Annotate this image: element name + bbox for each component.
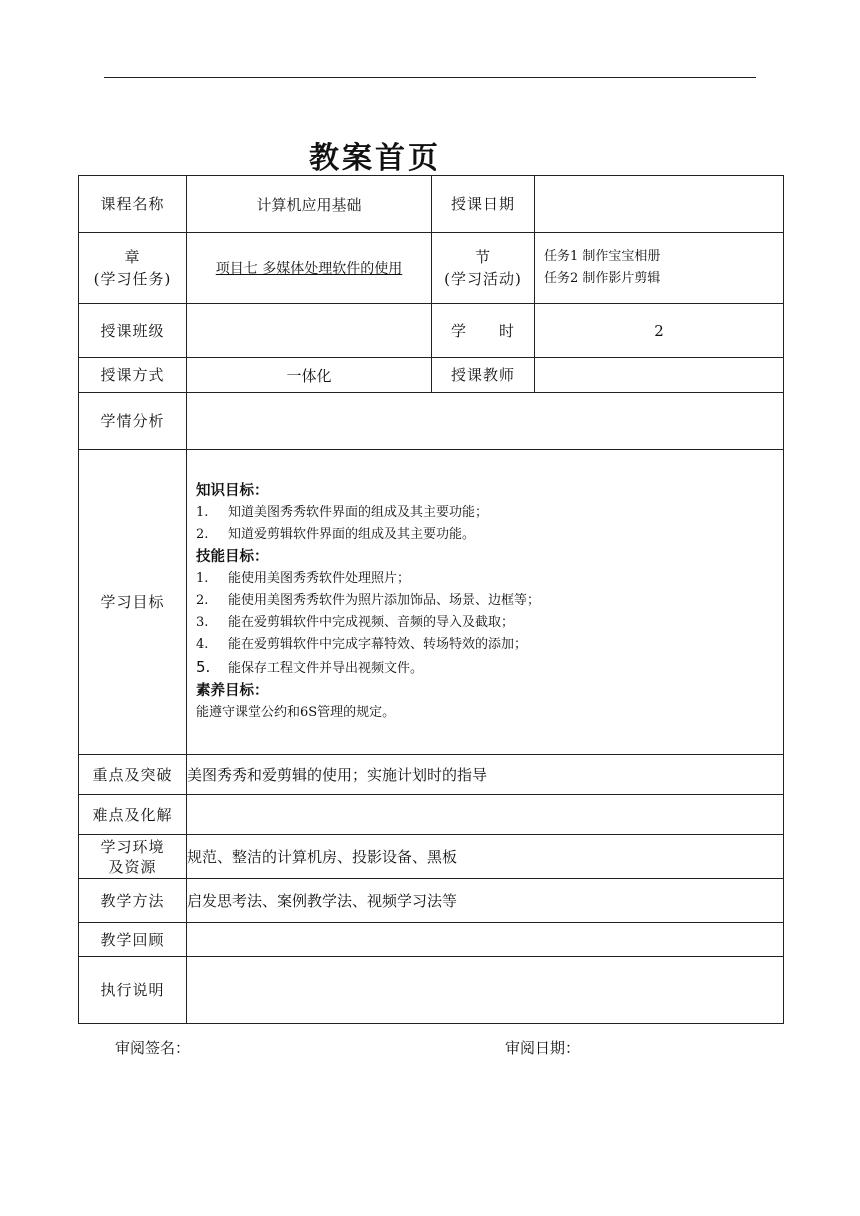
table-row [79, 393, 784, 450]
exec-value [187, 957, 784, 1024]
env-label [79, 835, 187, 879]
difficulty-value [187, 795, 784, 835]
table-row [79, 835, 784, 879]
mode-value: 一体化 [187, 358, 432, 393]
table-row [79, 923, 784, 957]
list-item: 5. 能保存工程文件并导出视频文件。 [196, 658, 424, 676]
table-row [79, 879, 784, 923]
env-label-line: 及资源 [108, 857, 157, 876]
section-label [432, 233, 535, 304]
skill-goals-heading: 技能目标： [196, 549, 269, 565]
table-row [79, 358, 784, 393]
keypoints-value: 美图秀秀和爱剪辑的使用；实施计划时的指导 [187, 755, 784, 795]
analysis-value [187, 393, 784, 450]
chapter-label [79, 233, 187, 304]
env-label-line: 学习环境 [100, 837, 165, 856]
date-label: 授课日期 [432, 176, 535, 233]
literacy-goals-heading: 素养目标： [196, 683, 269, 699]
list-item: 1. 能使用美图秀秀软件处理照片； [196, 571, 411, 586]
table-row [79, 755, 784, 795]
table-row [79, 795, 784, 835]
analysis-label: 学情分析 [79, 393, 187, 450]
keypoints-label: 重点及突破 [79, 755, 187, 795]
page-title: 教案首页 [309, 141, 441, 176]
header-rule [104, 77, 756, 78]
section-label-line: (学习活动) [444, 270, 522, 288]
difficulty-label: 难点及化解 [79, 795, 187, 835]
class-value [187, 304, 432, 358]
section-line: 任务1 制作宝宝相册 [544, 249, 661, 264]
teacher-label: 授课教师 [432, 358, 535, 393]
method-label: 教学方法 [79, 879, 187, 923]
list-item: 2. 能使用美图秀秀软件为照片添加饰品、场景、边框等； [196, 593, 541, 608]
teacher-value [535, 358, 784, 393]
chapter-cell [187, 233, 432, 304]
chapter-value: 项目七 多媒体处理软件的使用 [215, 261, 403, 277]
list-item: 2. 知道爱剪辑软件界面的组成及其主要功能。 [196, 527, 476, 542]
list-item: 1. 知道美图秀秀软件界面的组成及其主要功能； [196, 505, 489, 520]
hours-label: 学 时 [432, 304, 535, 358]
literacy-goal-text: 能遵守课堂公约和6S管理的规定。 [196, 705, 396, 720]
goals-label: 学习目标 [79, 450, 187, 755]
chapter-label-line: 章 [124, 248, 141, 266]
env-value: 规范、整洁的计算机房、投影设备、黑板 [187, 835, 784, 879]
section-line: 任务2 制作影片剪辑 [544, 271, 661, 286]
date-value [535, 176, 784, 233]
goals-cell [187, 450, 784, 755]
review-date-label: 审阅日期： [505, 1039, 581, 1057]
hours-value: 2 [535, 304, 784, 358]
list-item: 3. 能在爱剪辑软件中完成视频、音频的导入及截取； [196, 615, 515, 630]
section-label-line: 节 [474, 248, 491, 266]
review-label: 教学回顾 [79, 923, 187, 957]
course-label: 课程名称 [79, 176, 187, 233]
section-cell [535, 233, 784, 304]
table-row [79, 450, 784, 755]
course-value: 计算机应用基础 [187, 176, 432, 233]
list-item: 4. 能在爱剪辑软件中完成字幕特效、转场特效的添加； [196, 637, 528, 652]
review-signature-label: 审阅签名： [115, 1039, 191, 1057]
table-row [79, 176, 784, 233]
mode-label: 授课方式 [79, 358, 187, 393]
table-row [79, 957, 784, 1024]
exec-label: 执行说明 [79, 957, 187, 1024]
chapter-label-line: (学习任务) [93, 270, 172, 288]
table-row [79, 233, 784, 304]
knowledge-goals-heading: 知识目标： [196, 483, 269, 499]
review-value [187, 923, 784, 957]
class-label: 授课班级 [79, 304, 187, 358]
method-value: 启发思考法、案例教学法、视频学习法等 [187, 879, 784, 923]
lesson-plan-table [78, 175, 784, 1024]
table-row [79, 304, 784, 358]
